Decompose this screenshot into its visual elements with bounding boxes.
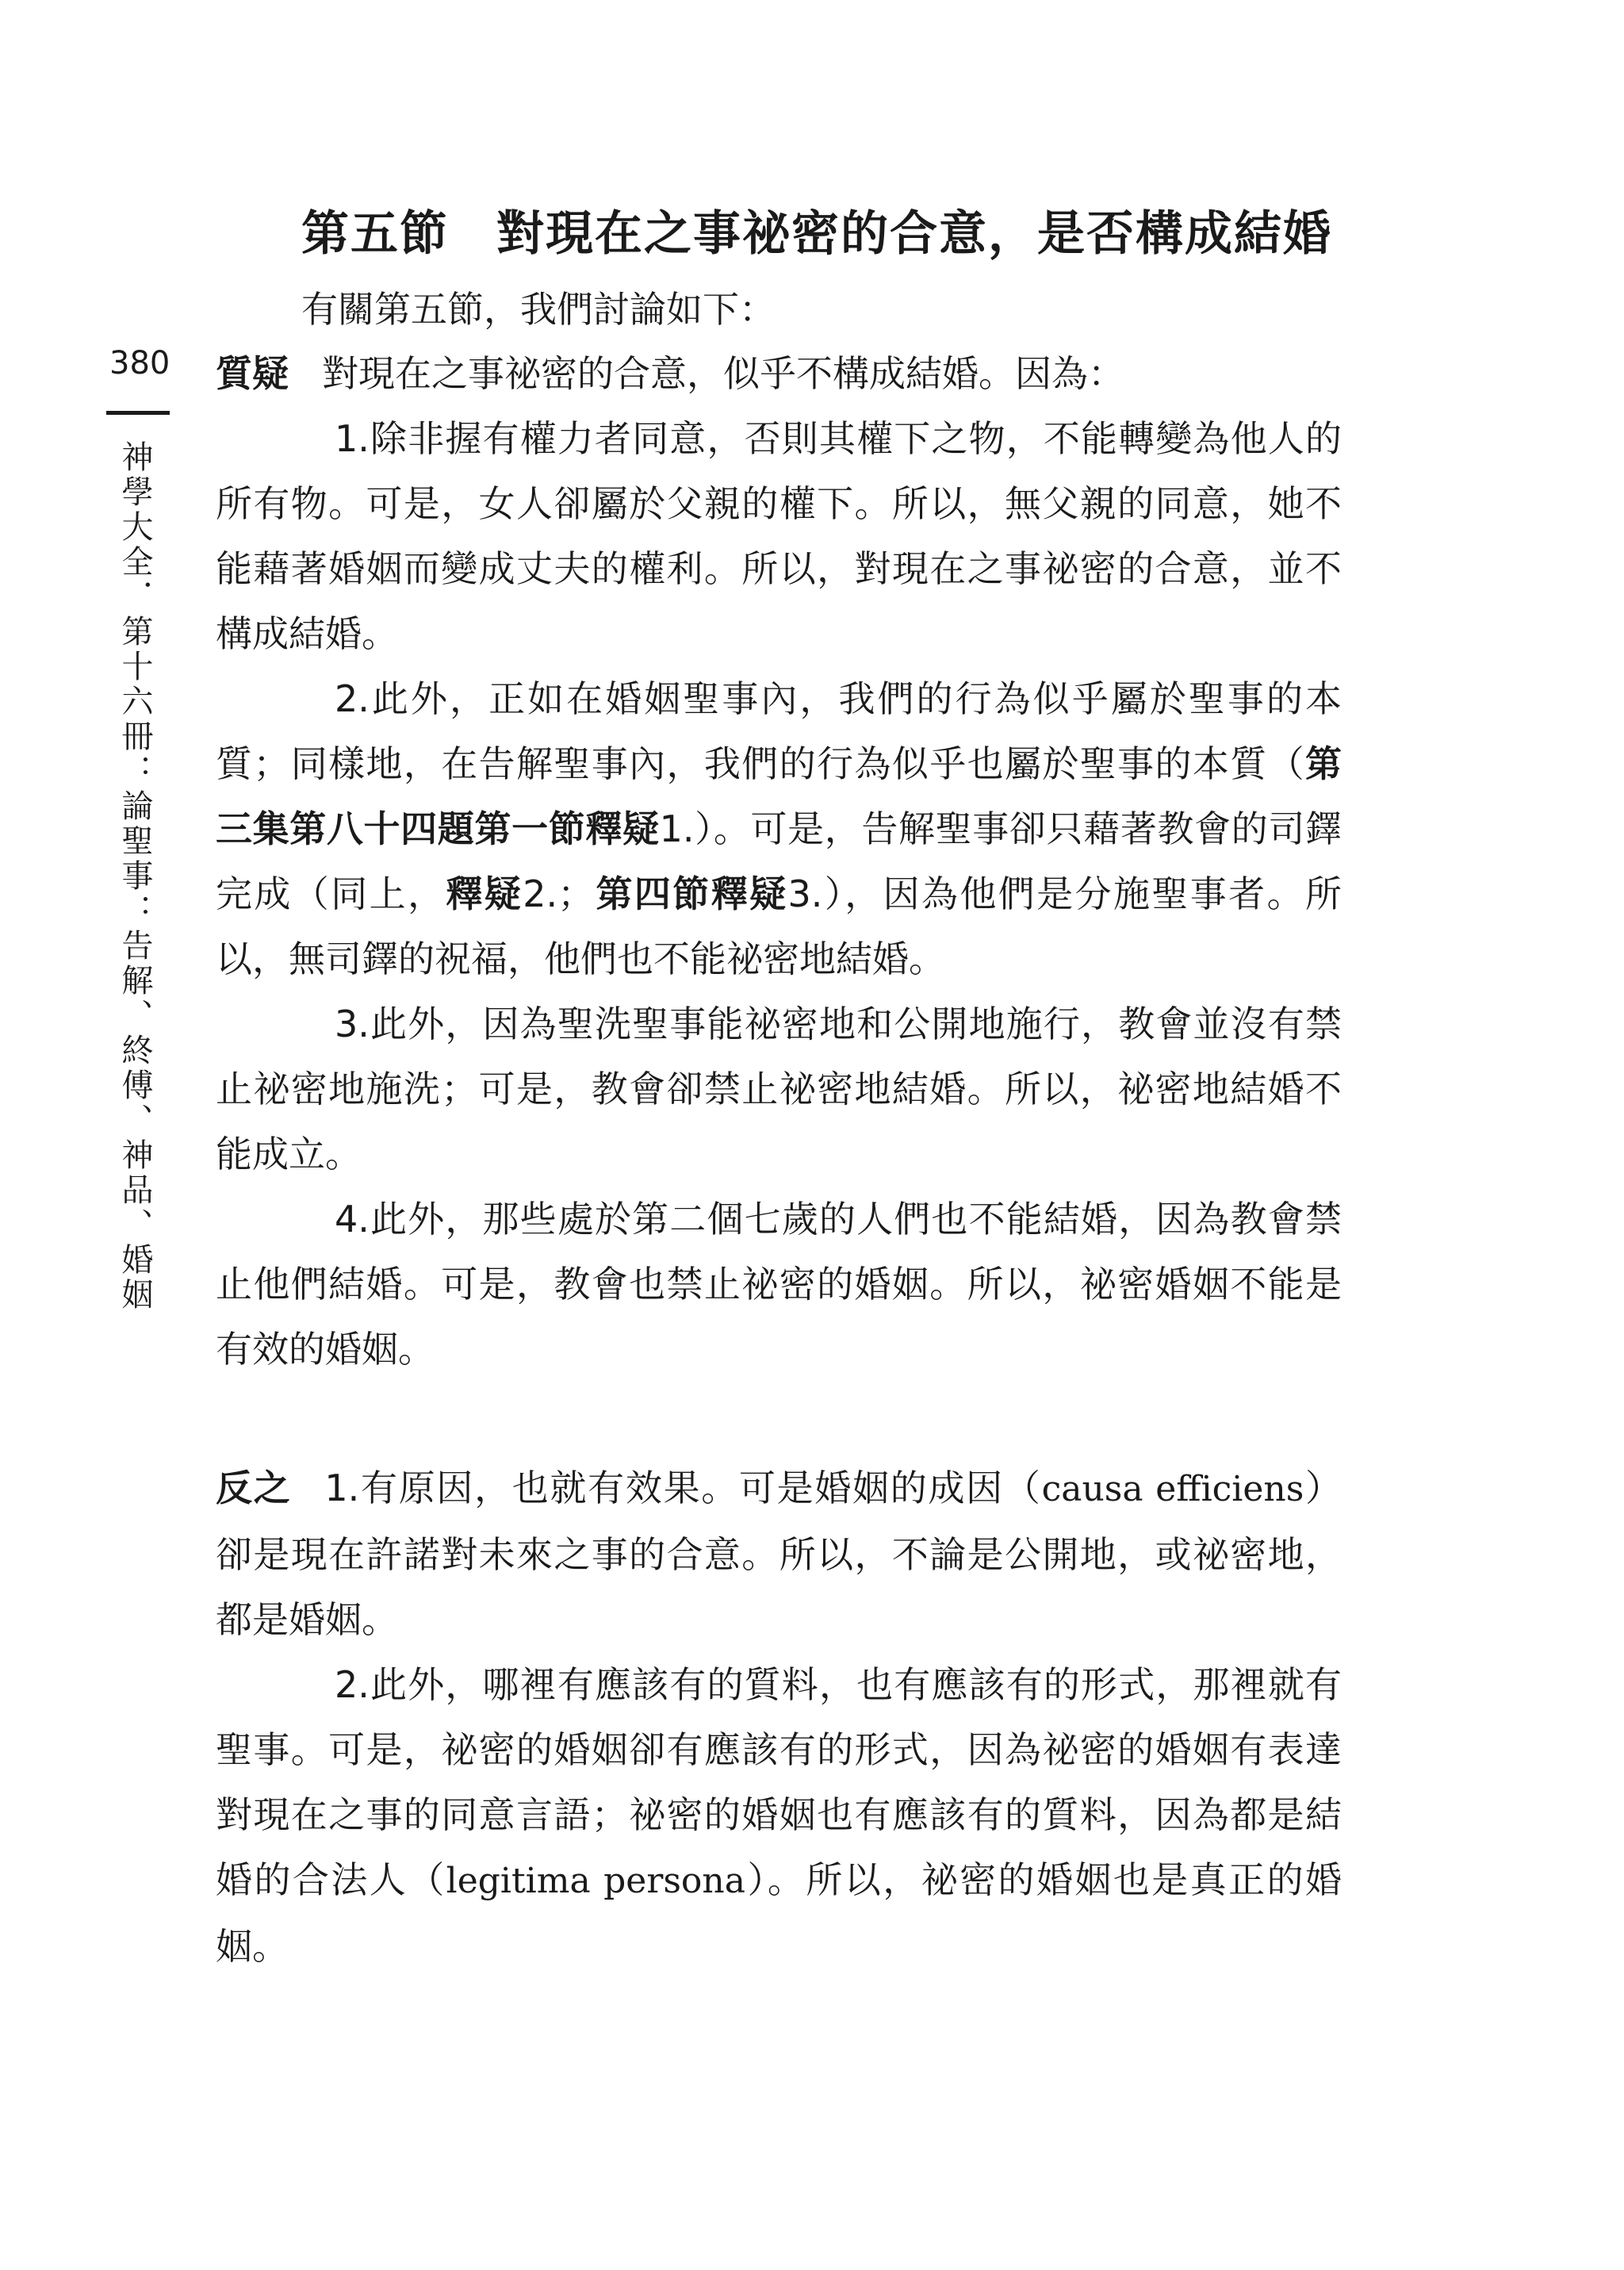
- contra-2-latin: legitima persona: [446, 1861, 745, 1901]
- objection-4: 4.此外，那些處於第二個七歲的人們也不能結婚，因為教會禁止他們結婚。可是，教會也禁止祕密的婚姻。所以，祕密婚姻不能是有效的婚姻。: [216, 1198, 1342, 1371]
- contra-1: [216, 1455, 1342, 1652]
- contra-label: 反之: [216, 1467, 292, 1509]
- section-heading: 對現在之事祕密的合意，是否構成結婚: [496, 206, 1332, 262]
- objections-label: 質疑: [216, 352, 289, 395]
- contra-2: [216, 1652, 1342, 1979]
- objection-2-text-a: 2.此外，正如在婚姻聖事內，我們的行為似乎屬於聖事的本質；同樣地，在告解聖事內，我們的行為似乎也屬於聖事的本質（: [216, 677, 1342, 785]
- margin-rule: [106, 411, 170, 415]
- objection-2: [216, 666, 1342, 991]
- section-title: [301, 198, 1372, 270]
- contra-1-latin: causa efficiens: [1041, 1469, 1304, 1509]
- contra-1-text-b: ）卻是現在許諾對未來之事的合意。所以，不論是公開地，或祕密地，都是婚姻。: [216, 1467, 1342, 1641]
- objection-3: 3.此外，因為聖洗聖事能祕密地和公開地施行，教會並沒有禁止祕密地施洗；可是，教會卻禁止祕密地結婚。所以，祕密地結婚不能成立。: [216, 1003, 1342, 1175]
- intro-line: 有關第五節，我們討論如下：: [301, 288, 776, 331]
- objection-1: 1.除非握有權力者同意，否則其權下之物，不能轉變為他人的所有物。可是，女人卻屬於父親的權下。所以，無父親的同意，她不能藉著婚姻而變成丈夫的權利。所以，對現在之事祕密的合意，並不構成結婚。: [216, 417, 1342, 655]
- objection-2-text-c: 2.；: [523, 872, 595, 915]
- objection-2-text-d: 3.），因為他們是分施聖事者。所以，無司鐸的祝福，他們也不能祕密地結婚。: [216, 872, 1342, 980]
- contra-block: [216, 1455, 1342, 1979]
- objection-2-text-b: 1.）。可是，告解聖事卻只藉著教會的司鐸完成（同上，: [216, 807, 1342, 915]
- objection-2-ref-3: 第四節釋疑: [594, 872, 788, 915]
- contra-2-text-b: ）。所以，祕密的婚姻也是真正的婚姻。: [216, 1858, 1342, 1968]
- objection-2-ref-2: 釋疑: [446, 872, 523, 915]
- objections-lead: 對現在之事祕密的合意，似乎不構成結婚。因為：: [322, 352, 1124, 395]
- page-number: 380: [109, 345, 170, 382]
- objection-2-ref-1: 第三集第八十四題第一節釋疑: [216, 742, 1342, 850]
- objections-lead-line: [216, 341, 1342, 406]
- running-head: 神學大全．第十六冊：論聖事：告解、終傅、神品、婚姻: [117, 440, 153, 1313]
- contra-1-text-a: 1.有原因，也就有效果。可是婚姻的成因（: [324, 1467, 1042, 1509]
- section-number: 第五節: [301, 206, 449, 262]
- contra-2-text-a: 2.此外，哪裡有應該有的質料，也有應該有的形式，那裡就有聖事。可是，祕密的婚姻卻有應該有的形式，因為祕密的婚姻有表達對現在之事的同意言語；祕密的婚姻也有應該有的質料，因為都是結婚的合法人（: [216, 1663, 1342, 1901]
- objections-block: [216, 341, 1342, 1382]
